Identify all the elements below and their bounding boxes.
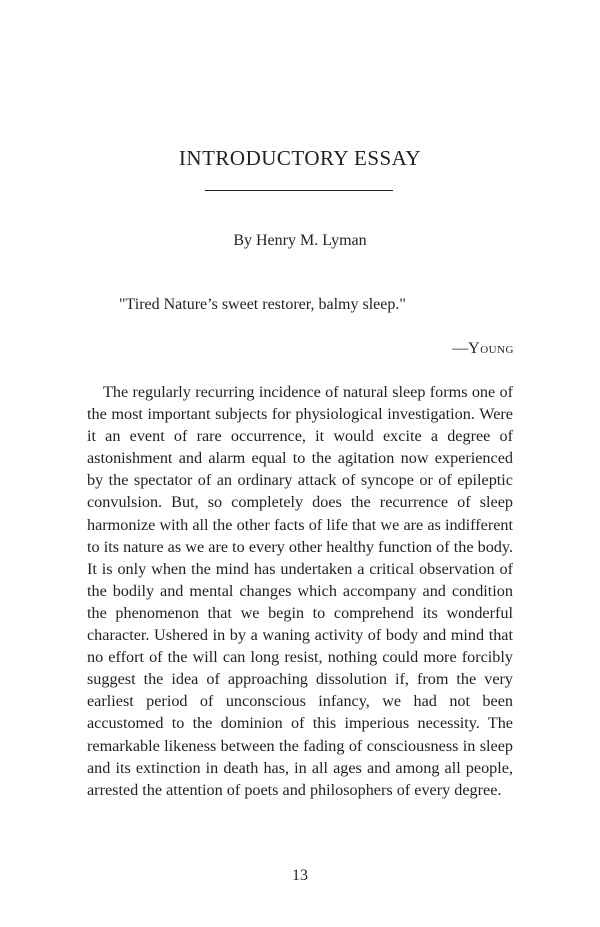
chapter-title: INTRODUCTORY ESSAY xyxy=(178,146,422,170)
attribution-name: Young xyxy=(468,340,514,357)
attribution-dash: — xyxy=(452,340,469,357)
title-rule xyxy=(205,190,393,191)
body-paragraph: The regularly recurring incidence of natural sleep forms one of the most important subjects for physiological investigation. Were it an event of rare occurrence, it would excite a degree of astonishment and alarm equal to the agitation now experienced by the spectator of an ordinary attack of syncope or of epileptic convulsion. But, so completely does the recurrence of sleep harmonize with all the other facts of life that we are as indifferent to its nature as we are to every other healthy function of the body. It is only when the mind has undertaken a critical observation of the bodily and mental changes which accompany and condition the phenomenon that we begin to comprehend its wonderful character. Ushered in by a waning activity of body and mind that no effort of the will can long resist, nothing could more forcibly suggest the idea of approaching dissolution if, from the very earliest period of unconscious infancy, we had not been accustomed to the dominion of this imperious necessity. The remarkable likeness between the fading of consciousness in sleep and its extinction in death has, in all ages and among all people, arrested the attention of poets and philosophers of every degree. xyxy=(87,383,513,799)
page-number: 13 xyxy=(292,867,308,884)
epigraph-quote: "Tired Nature’s sweet restorer, balmy sleep." xyxy=(119,296,406,313)
epigraph-attribution xyxy=(452,340,514,358)
author-byline: By Henry M. Lyman xyxy=(233,232,367,249)
